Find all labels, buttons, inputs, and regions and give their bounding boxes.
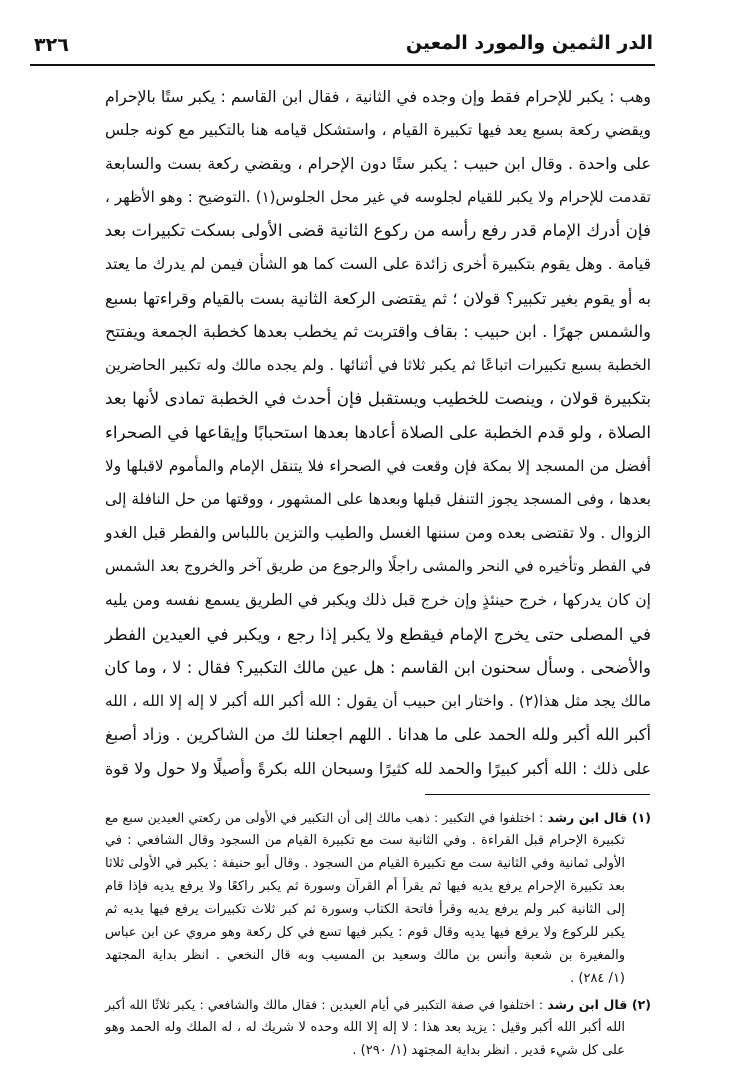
footnote-1-line — [105, 806, 651, 829]
text-line: فإن أدرك الإمام قدر رفع رأسه من ركوع الثانية قضى الأولى بسكت تكبيرات بعد — [104, 220, 651, 241]
footnote-line: إلى الثانية كبر ولم يرفع يديه وقرأ فاتحة الكتاب وسورة ثم كبر ثلاث تكبيرات يرفع فيها يديه ثم — [105, 902, 625, 917]
footnote-2-lead: (٢) قال ابن رشد — [547, 997, 651, 1012]
text-line: إن كان يدركها ، خرج حينئذٍ وإن خرج قبل ذلك ويكبر في الطريق يسمع نفسه ومن يليه — [105, 590, 651, 609]
main-text — [105, 80, 651, 785]
book-title: الدر الثمين والمورد المعين — [405, 32, 653, 54]
footnote-separator — [425, 794, 650, 795]
running-header — [30, 28, 655, 66]
text-line: مالك يجد مثل هذا(٢) . واختار ابن حبيب أن يقول : الله أكبر الله أكبر لا إله إلا الله ، الله — [105, 691, 651, 710]
footnote-line: تكبيرة الإحرام قبل القراءة . وفي الثانية ست مع تكبيرة القيام من السجود وقال الشافعي : في — [105, 833, 625, 848]
footnote-line: يكبر للركوع ولا يرفع فيها يديه وقال قوم : يكبر فيها تسع في كل ركعة وهو مروي عن ابن عباس — [105, 925, 625, 940]
text-line: الزوال . ولا تقتضى بعده ومن سننها الغسل والطيب والتزين باللباس والفطر قبل الغدو — [105, 523, 651, 542]
text-line: على واحدة . وقال ابن حبيب : يكبر ستًا دون الإحرام ، ويقضي ركعة بست والسابعة — [105, 154, 651, 174]
footnote-line: على كل شيء قدير . انظر بداية المجتهد (١/ ٢٩٠) . — [352, 1043, 625, 1058]
text-line: قيامة . وهل يقوم بتكبيرة أخرى زائدة على الست كما هو الشأن فيمن لم يدرك ما يعتد — [105, 254, 651, 273]
text-line: به أو يقوم بغير تكبير؟ قولان ؛ ثم يقتضى الركعة الثانية بست بالقيام وقراءتها بسبع — [105, 288, 651, 308]
footnote-line: والمغيرة بن شعبة وأنس بن مالك وسعيد بن المسيب وبه قال النخعي . انظر بداية المجتهد — [105, 948, 625, 963]
footnote-line: الأولى ثمانية وفي الثانية ست مع تكبيرة القيام من السجود . وقال أبو حنيفة : يكبر في الأولى ثلاثا — [105, 856, 625, 871]
text-line: بعدها ، وفى المسجد يجوز التنفل قبلها وبعدها على المشهور ، ووقتها من حل النافلة إلى — [104, 490, 651, 509]
text-line: على ذلك : الله أكبر كبيرًا والحمد لله كثيرًا وسبحان الله بكرةً وأصيلًا ولا حول ولا قوة — [105, 758, 651, 778]
text-line: والشمس جهرًا . ابن حبيب : بقاف واقتربت ثم يخطب بعدها كخطبة الجمعة ويفتتح — [105, 322, 651, 342]
text-line: ويقضي ركعة بسبع يعد فيها تكبيرة القيام ، واستشكل قيامه هنا بالتكبير مع كونه جلس — [105, 120, 651, 139]
footnote-line: الله أكبر الله أكبر وقيل : يزيد بعد هذا : لا إله إلا الله وحده لا شريك له ، له الملك وله الحمد وهو — [105, 1020, 625, 1035]
text-line: أفضل من المسجد إلا بمكة فإن وقعت في الصحراء فلا يتنقل الإمام والمأموم لاقبلها ولا — [105, 456, 651, 475]
footnote-1-lead: (١) قال ابن رشد — [547, 810, 651, 825]
text-line: أكبر الله أكبر ولله الحمد على ما هدانا . اللهم اجعلنا لك من الشاكرين . وزاد أصبغ — [105, 725, 651, 745]
text-line: بتكبيرة قولان ، وينصت للخطيب ويستقبل فإن أحدث في الخطبة تمادى لأنها بعد — [105, 388, 651, 409]
text-line: الصلاة ، ولو قدم الخطبة على الصلاة أعادها بعدها استحبابًا وإيقاعها في الصحراء — [105, 421, 651, 442]
text-line: والأضحى . وسأل سحنون ابن القاسم : هل عين مالك التكبير؟ فقال : لا ، وما كان — [104, 658, 651, 678]
text-line: الخطبة بسبع تكبيرات اتباعًا ثم يكبر ثلاثا في أثنائها . ولم يجده مالك وله تكبير الحاضرين — [105, 355, 651, 374]
footnote-1-text: : اختلفوا في التكبير : ذهب مالك إلى أن التكبير في الأولى من ركعتي العيدين سبع مع — [105, 810, 548, 825]
footnote-2-text: : اختلفوا في صفة التكبير في أيام العيدين : فقال مالك والشافعي : يكبر ثلاثًا الله أكبر — [105, 997, 548, 1012]
text-line: في المصلى حتى يخرج الإمام فيقطع ولا يكبر إذا رجع ، ويكبر في العيدين الفطر — [105, 623, 651, 644]
footnote-line: (١/ ٢٨٤) . — [570, 971, 625, 986]
footnote-2-line — [105, 993, 651, 1016]
footnotes — [105, 806, 651, 1062]
page-number: ٣٢٦ — [34, 34, 69, 56]
text-line: وهب : يكبر للإحرام فقط وإن وجده في الثانية ، فقال ابن القاسم : يكبر ستًا بالإحرام — [105, 87, 651, 106]
text-line: في الفطر وتأخيره في النحر والمشى راجلًا والرجوع من طريق آخر والخروج بعد الشمس — [105, 557, 651, 576]
footnote-line: بعد تكبيرة الإحرام يرفع يديه فيها ثم يقرأ أم القرآن وسورة ثم يكبر راكعًا ولا يرفع يديه فإذا قام — [105, 879, 625, 894]
text-line: تقدمت للإحرام ولا يكبر للقيام لجلوسه في غير محل الجلوس(١) .التوضيح : وهو الأظهر ، — [105, 187, 651, 206]
